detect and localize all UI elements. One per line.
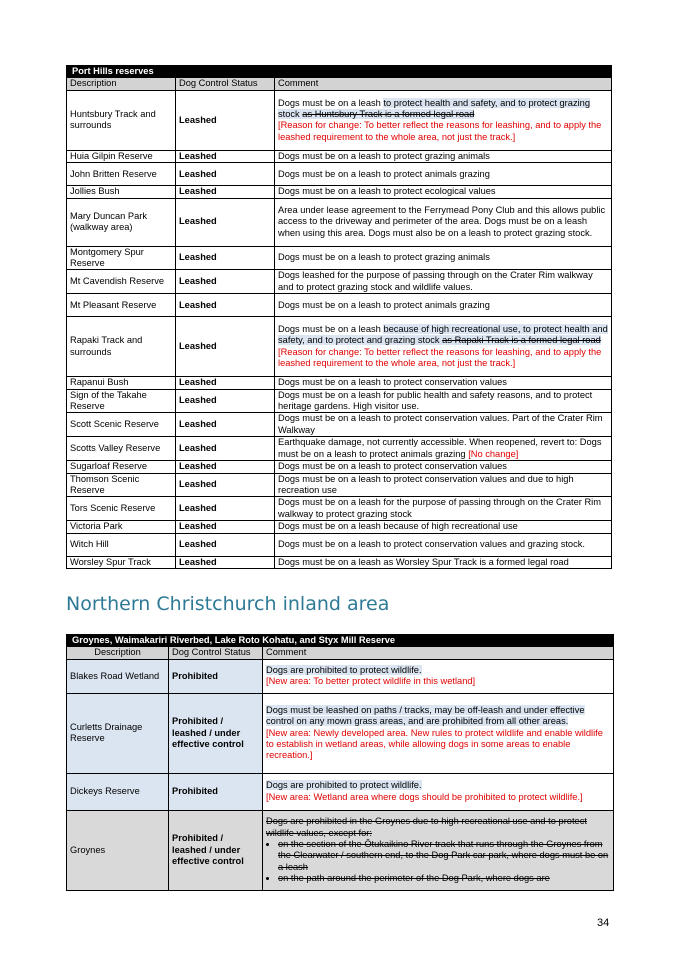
table-row — [67, 810, 614, 890]
list-item: • on the path around the perimeter of the Dog Park, where dogs are — [278, 873, 610, 884]
groynes-table — [66, 634, 614, 891]
row-status: Leashed — [176, 270, 275, 294]
row-comment — [275, 317, 612, 377]
header-comment: Comment — [263, 647, 614, 659]
table-row — [67, 377, 612, 389]
table-row — [67, 413, 612, 437]
comment-text: because of high recreational use, to protect health and safety, and to protect and grazing stock — [278, 323, 608, 346]
table-row — [67, 659, 614, 693]
row-status: Leashed — [176, 150, 275, 162]
row-status: Leashed — [176, 186, 275, 198]
comment-text: to protect health and safety, and to protect grazing stock — [278, 97, 590, 119]
comment-text: [Reason for change: To better reflect the reasons for leashing, and to apply the leashed requirement to the whole area, not just the track.] — [278, 346, 602, 369]
table-row — [67, 461, 612, 473]
row-status: Leashed — [176, 497, 275, 521]
row-comment — [263, 659, 614, 693]
row-description: Thomson Scenic Reserve — [67, 473, 176, 497]
row-comment — [275, 437, 612, 461]
row-status: Leashed — [176, 389, 275, 413]
row-comment: Dogs must be on a leash as Worsley Spur Track is a formed legal road — [275, 556, 612, 568]
row-description: Mary Duncan Park (walkway area) — [67, 198, 176, 246]
table-row — [67, 556, 612, 568]
row-comment: Area under lease agreement to the Ferrymead Pony Club and this allows public access to the driveway and perimeter of the area. Dogs must be on a leash when using this area. Dogs must also be on a leash to protect grazing stock. — [275, 198, 612, 246]
table-row — [67, 270, 612, 294]
comment-text: [No change] — [468, 448, 519, 459]
section-title: Groynes, Waimakariri Riverbed, Lake Roto Kohatu, and Styx Mill Reserve — [67, 635, 614, 647]
comment-text: Dogs are prohibited to protect wildlife. — [266, 664, 422, 675]
row-status: Leashed — [176, 473, 275, 497]
comment-text: as Rapaki Track is a formed legal road — [442, 335, 601, 346]
table-row — [67, 773, 614, 810]
table-header-row — [67, 78, 612, 90]
row-comment: Dogs must be on a leash to protect grazing animals — [275, 246, 612, 270]
row-description: Witch Hill — [67, 533, 176, 556]
row-status: Leashed — [176, 163, 275, 186]
row-description: Tors Scenic Reserve — [67, 497, 176, 521]
row-comment: Dogs must be on a leash to protect ecological values — [275, 186, 612, 198]
row-status: Leashed — [176, 317, 275, 377]
row-description: Groynes — [67, 810, 169, 890]
table-header-row — [67, 647, 614, 659]
row-comment: Dogs must be on a leash to protect conservation values and grazing stock. — [275, 533, 612, 556]
row-description: Mt Pleasant Reserve — [67, 294, 176, 317]
comment-text: Dogs are prohibited in the Groynes due to high recreational use and to protect wildlife values, except for: — [266, 816, 587, 838]
section-heading: Northern Christchurch inland area — [66, 593, 390, 615]
table-row — [67, 246, 612, 270]
row-status: Leashed — [176, 246, 275, 270]
row-status: Leashed — [176, 377, 275, 389]
row-status: Prohibited / leashed / under effective control — [169, 693, 263, 773]
row-status: Prohibited — [169, 659, 263, 693]
header-comment: Comment — [275, 78, 612, 90]
row-comment: Dogs must be on a leash for public health and safety reasons, and to protect heritage gardens. High visitor use. — [275, 389, 612, 413]
table-row — [67, 150, 612, 162]
table-row — [67, 90, 612, 150]
comment-list — [266, 839, 610, 885]
table-row — [67, 437, 612, 461]
row-status: Prohibited — [169, 773, 263, 810]
table-row — [67, 693, 614, 773]
row-status: Leashed — [176, 521, 275, 533]
row-description: Huntsbury Track and surrounds — [67, 90, 176, 150]
table-row — [67, 389, 612, 413]
row-description: Jollies Bush — [67, 186, 176, 198]
comment-text: Dogs are prohibited to protect wildlife. — [266, 780, 422, 791]
table-row — [67, 521, 612, 533]
section-title: Port Hills reserves — [67, 66, 612, 78]
row-description: Scott Scenic Reserve — [67, 413, 176, 437]
header-status: Dog Control Status — [169, 647, 263, 659]
table-row — [67, 163, 612, 186]
row-status: Leashed — [176, 556, 275, 568]
row-status: Leashed — [176, 294, 275, 317]
row-comment: Dogs must be on a leash to protect conservation values and due to high recreation use — [275, 473, 612, 497]
table-row — [67, 473, 612, 497]
row-description: Dickeys Reserve — [67, 773, 169, 810]
comment-text: [Reason for change: To better reflect the reasons for leashing, and to apply the leashed requirement to the whole area, not just the track.] — [278, 120, 602, 142]
row-description: Sugarloaf Reserve — [67, 461, 176, 473]
row-description: Mt Cavendish Reserve — [67, 270, 176, 294]
header-description: Description — [67, 647, 169, 659]
row-comment: Dogs must be on a leash to protect animals grazing — [275, 163, 612, 186]
row-status: Leashed — [176, 533, 275, 556]
table-row — [67, 186, 612, 198]
comment-text: Dogs must be leashed on paths / tracks, may be off-leash and under effective control on any mown grass areas, and are prohibited from all other areas. — [266, 704, 585, 727]
row-comment — [263, 693, 614, 773]
row-description: Curletts Drainage Reserve — [67, 693, 169, 773]
row-description: Rapanui Bush — [67, 377, 176, 389]
row-status: Leashed — [176, 461, 275, 473]
row-comment: Dogs must be on a leash for the purpose of passing through on the Crater Rim walkway to protect grazing stock — [275, 497, 612, 521]
row-comment: Dogs must be on a leash because of high recreational use — [275, 521, 612, 533]
comment-text: Dogs must be on a leash — [278, 97, 384, 108]
row-description: Huia Gilpin Reserve — [67, 150, 176, 162]
row-comment — [275, 90, 612, 150]
table-row — [67, 497, 612, 521]
comment-text: [New area: Newly developed area. New rules to protect wildlife and enable wildlife to establish in wetland areas, while allowing dogs in some areas to enable recreation.] — [266, 727, 603, 761]
list-item: • on the section of the Ōtukaikino River track that runs through the Groynes from the Clearwater / southern end, to the Dog Park car park, where dogs must be on a leash — [278, 839, 610, 873]
row-status: Leashed — [176, 90, 275, 150]
row-comment — [263, 810, 614, 890]
table-row — [67, 198, 612, 246]
row-status: Leashed — [176, 413, 275, 437]
header-description: Description — [67, 78, 176, 90]
row-status: Prohibited / leashed / under effective control — [169, 810, 263, 890]
row-comment: Dogs must be on a leash to protect grazing animals — [275, 150, 612, 162]
row-description: Scotts Valley Reserve — [67, 437, 176, 461]
comment-text: Earthquake damage, not currently accessible. When reopened, revert to: Dogs must be on a leash to protect animals grazing — [278, 437, 602, 459]
row-description: Blakes Road Wetland — [67, 659, 169, 693]
table-row — [67, 317, 612, 377]
row-comment: Dogs must be on a leash to protect conservation values — [275, 461, 612, 473]
table-row — [67, 294, 612, 317]
row-description: Victoria Park — [67, 521, 176, 533]
row-description: Sign of the Takahe Reserve — [67, 389, 176, 413]
comment-text: as Huntsbury Track is a formed legal road — [302, 108, 475, 119]
row-comment: Dogs leashed for the purpose of passing through on the Crater Rim walkway and to protect grazing stock and wildlife values. — [275, 270, 612, 294]
row-description: Rapaki Track and surrounds — [67, 317, 176, 377]
row-comment — [263, 773, 614, 810]
table-row — [67, 533, 612, 556]
row-status: Leashed — [176, 437, 275, 461]
row-description: Worsley Spur Track — [67, 556, 176, 568]
row-description: Montgomery Spur Reserve — [67, 246, 176, 270]
comment-text: [New area: To better protect wildlife in this wetland] — [266, 676, 476, 687]
row-comment: Dogs must be on a leash to protect conservation values — [275, 377, 612, 389]
row-description: John Britten Reserve — [67, 163, 176, 186]
row-comment: Dogs must be on a leash to protect animals grazing — [275, 294, 612, 317]
page-number: 34 — [597, 917, 610, 929]
header-status: Dog Control Status — [176, 78, 275, 90]
port-hills-table — [66, 65, 612, 569]
comment-text: [New area: Wetland area where dogs should be prohibited to protect wildlife.] — [266, 791, 583, 802]
comment-text: Dogs must be on a leash — [278, 323, 384, 334]
row-comment: Dogs must be on a leash to protect conservation values. Part of the Crater Rim Walkway — [275, 413, 612, 437]
row-status: Leashed — [176, 198, 275, 246]
